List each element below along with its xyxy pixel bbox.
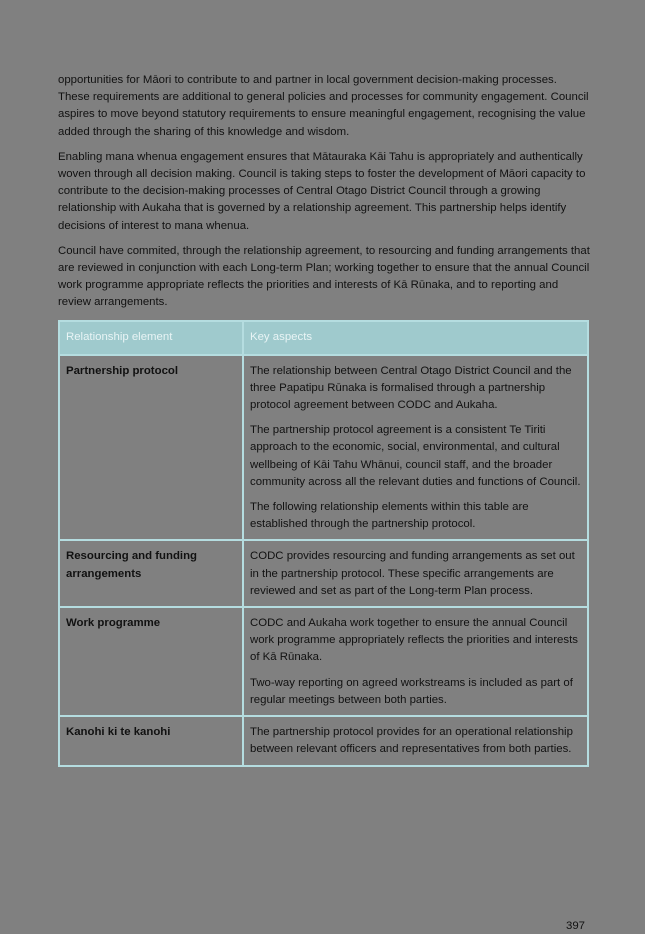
intro-paragraph-1: opportunities for Māori to contribute to and partner in local government decision-making processes. These requirements are additional to general policies and processes for community engagement. Council aspires to move beyond statutory requirements to ensure meaningful engagement, recognising the value added through the sharing of this knowledge and wisdom. [58, 74, 589, 138]
aspect-text: CODC provides resourcing and funding arrangements as set out in the partnership protocol. These specific arrangements are reviewed and set as part of the Long-term Plan process. [250, 550, 575, 597]
intro-paragraph-3: Council have commited, through the relationship agreement, to resourcing and funding arrangements that are reviewed in conjunction with each Long-term Plan; working together to ensure that the annual Council work programme appropriate reflects the priorities and interests of Kā Rūnaka, and to reporting and review arrangements. [58, 244, 590, 309]
row-element-resourcing: Resourcing and funding arrangements [59, 540, 243, 607]
relationship-table [58, 320, 589, 767]
document-body [58, 72, 590, 767]
page-number: 397 [566, 920, 586, 932]
table-row [59, 716, 588, 765]
table-row [59, 540, 588, 607]
header-key-aspects: Key aspects [243, 321, 588, 355]
aspect-text: Two-way reporting on agreed workstreams is included as part of regular meetings between both parties. [250, 676, 573, 706]
aspect-text: CODC and Aukaha work together to ensure the annual Council work programme appropriately reflects the priorities and interests of Kā Rūnaka. [250, 617, 578, 664]
row-element-work-programme: Work programme [59, 607, 243, 716]
row-element-partnership-protocol: Partnership protocol [59, 355, 243, 541]
intro-paragraph-2: Enabling mana whenua engagement ensures that Mātauraka Kāi Tahu is appropriately and authentically woven through all decision making. Council is taking steps to foster the development of Māori capacity to contribute to the decision-making processes of Central Otago District Council through a growing relationship with Aukaha that is governed by a relationship agreement. This partnership helps identify decisions of interest to mana whenua. [58, 150, 586, 232]
table-row [59, 355, 588, 541]
aspect-text: The relationship between Central Otago District Council and the three Papatipu Rūnaka is formalised through a partnership protocol agreement between CODC and Aukaha. [250, 364, 572, 412]
table-row [59, 607, 588, 716]
row-aspects [243, 355, 588, 541]
row-aspects [243, 716, 588, 765]
row-element-kanohi: Kanohi ki te kanohi [59, 716, 243, 765]
aspect-text: The partnership protocol provides for an operational relationship between relevant officers and representatives from both parties. [250, 726, 573, 756]
aspect-text: The following relationship elements within this table are established through the partnership protocol. [250, 501, 529, 531]
row-aspects [243, 607, 588, 716]
header-relationship-element: Relationship element [59, 321, 243, 355]
aspect-text: The partnership protocol agreement is a consistent Te Tiriti approach to the economic, social, environmental, and cultural wellbeing of Kāi Tahu Whānui, council staff, and the broader community across all the relevant duties and functions of Council. [250, 424, 581, 488]
table-header-row [59, 321, 588, 355]
row-aspects [243, 540, 588, 607]
